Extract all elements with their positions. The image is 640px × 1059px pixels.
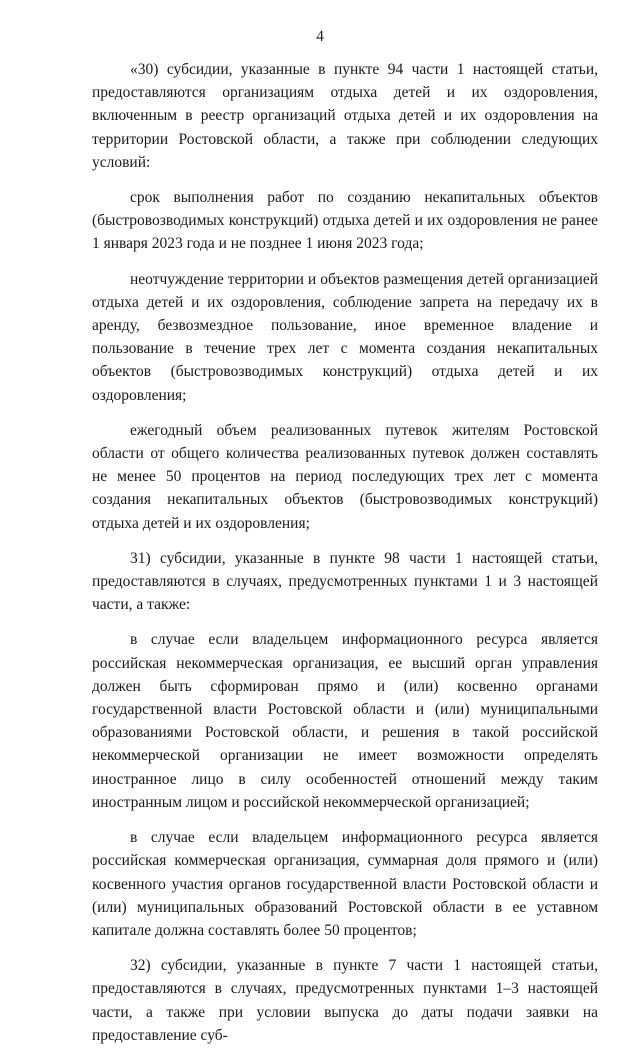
paragraph-32-intro: 32) субсидии, указанные в пункте 7 части 1 настоящей статьи, предоставляются в случаях, предусмотренных пунктами 1–3 настоящей части, а также при условии выпуска до даты подачи заявки на предоставление суб-: [92, 957, 598, 1044]
document-body: [92, 58, 598, 1059]
paragraph-31-nonprofit: в случае если владельцем информационного ресурса является российская некоммерческая организация, ее высший орган управления должен быть сформирован прямо и (или) косвенно органами государственной власти Ростовской области и (или) муниципальными образованиями Ростовской области, и решения в такой российской некоммерческой организации не имеет возможности определять иностранное лицо в силу особенностей отношений между таким иностранным лицом и российской некоммерческой организацией;: [92, 631, 598, 811]
paragraph-30-condition-non-alienation: неотчуждение территории и объектов размещения детей организацией отдыха детей и их оздоровления, соблюдение запрета на передачу их в аренду, безвозмездное пользование, иное временное владение и пользование в течение трех лет с момента создания некапитальных объектов (быстровозводимых конструкций) отдыха детей и их оздоровления;: [92, 270, 598, 404]
paragraph-31-commercial: в случае если владельцем информационного ресурса является российская коммерческая организация, суммарная доля прямого и (или) косвенного участия органов государственной власти Ростовской области и (или) муниципальных образований Ростовской области в ее уставном капитале должна составлять более 50 процентов;: [92, 829, 598, 939]
paragraph-30-intro: «30) субсидии, указанные в пункте 94 части 1 настоящей статьи, предоставляются организациям отдыха детей и их оздоровления, включенным в реестр организаций отдыха детей и их оздоровления на территории Ростовской области, а также при соблюдении следующих условий:: [92, 61, 598, 171]
page-number: 4: [316, 28, 324, 45]
paragraph-30-condition-deadline: срок выполнения работ по созданию некапитальных объектов (быстровозводимых конструкций) отдыха детей и их оздоровления не ранее 1 января 2023 года и не позднее 1 июня 2023 года;: [92, 189, 598, 253]
paragraph-31-intro: 31) субсидии, указанные в пункте 98 части 1 настоящей статьи, предоставляются в случаях, предусмотренных пунктами 1 и 3 настоящей части, а также:: [92, 549, 598, 614]
paragraph-30-condition-vouchers: ежегодный объем реализованных путевок жителям Ростовской области от общего количества реализованных путевок должен составлять не менее 50 процентов на период последующих трех лет с момента создания некапитальных объектов (быстровозводимых конструкций) отдыха детей и их оздоровления;: [92, 421, 598, 532]
